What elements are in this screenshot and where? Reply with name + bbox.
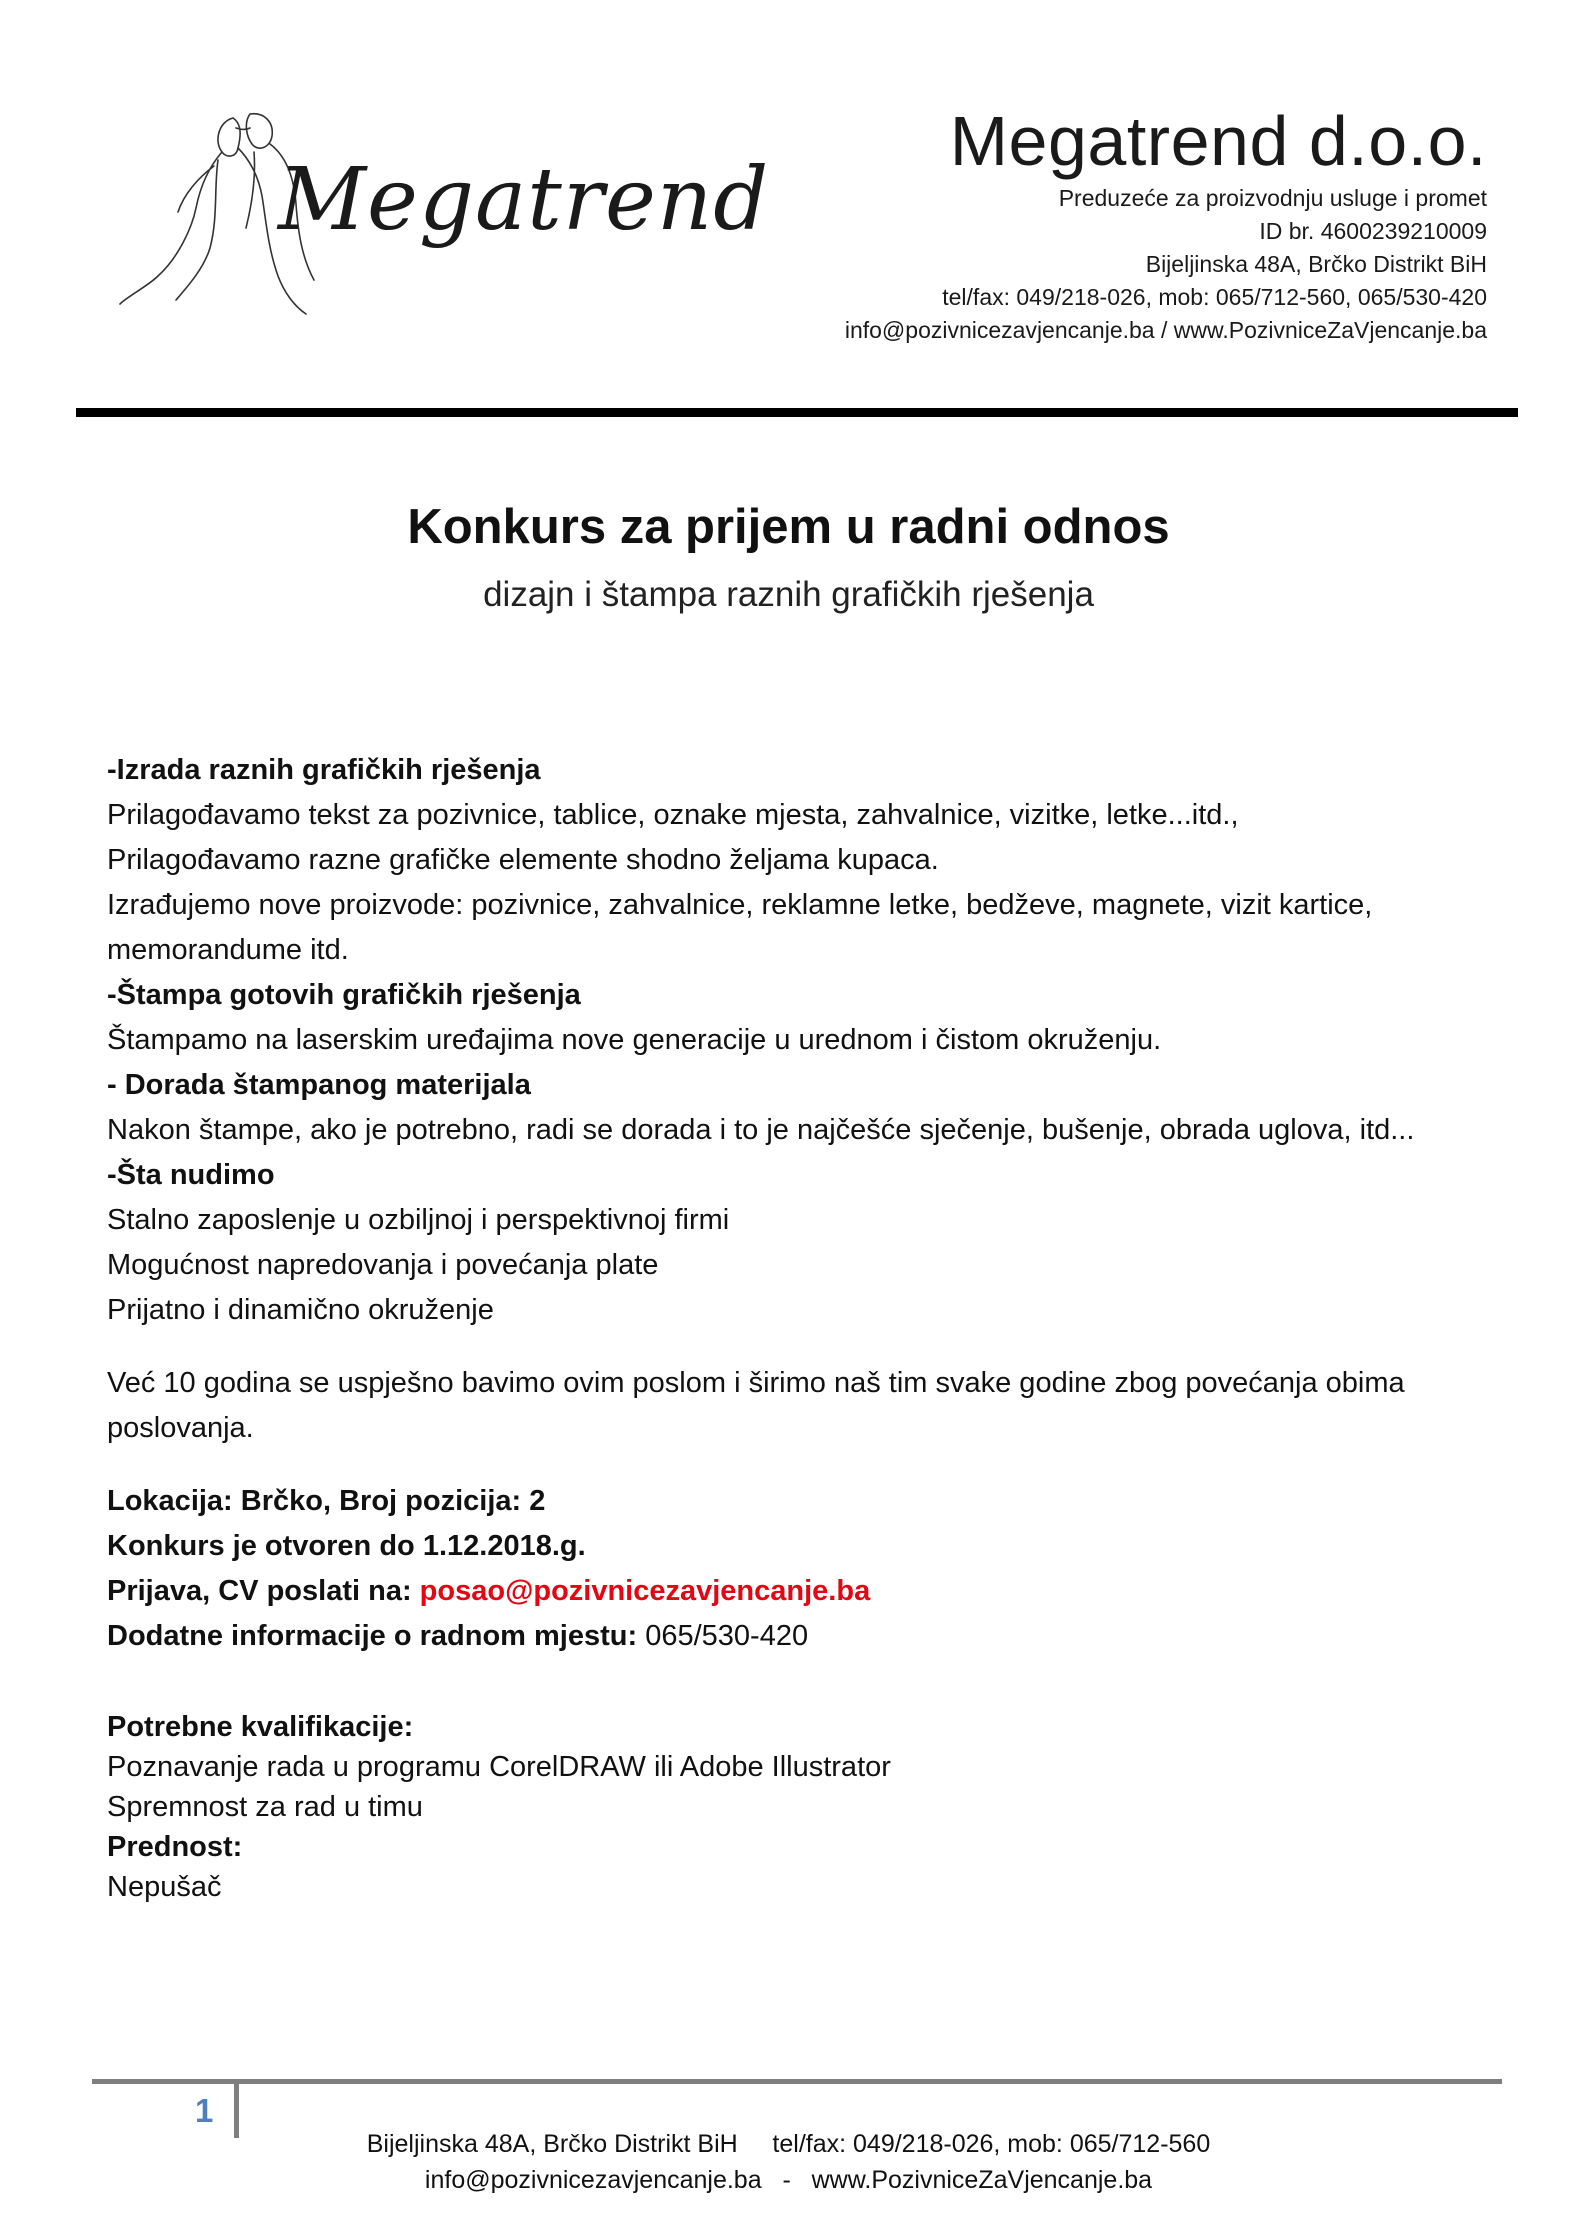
info-phone: 065/530-420: [645, 1620, 809, 1652]
section-line: memorandume itd.: [107, 934, 349, 966]
section-line: Prilagođavamo razne grafičke elemente shodno željama kupaca.: [107, 844, 939, 876]
section-line: Izrađujemo nove proizvode: pozivnice, zahvalnice, reklamne letke, bedževe, magnete, vizit kartice,: [107, 889, 1373, 921]
section-heading: -Izrada raznih grafičkih rješenja: [107, 754, 541, 786]
footer-divider: [92, 2079, 1502, 2084]
apply-email-link[interactable]: posao@pozivnicezavjencanje.ba: [419, 1575, 871, 1607]
footer-contact: info@pozivnicezavjencanje.ba - www.PozivniceZaVjencanje.ba: [424, 2166, 1153, 2194]
section-line: Prilagođavamo tekst za pozivnice, tablice, oznake mjesta, zahvalnice, vizitke, letke...itd.,: [107, 799, 1239, 831]
company-id: ID br. 4600239210009: [1259, 218, 1487, 244]
apply-line: [107, 1569, 1487, 1614]
company-name: Megatrend d.o.o.: [949, 102, 1487, 180]
info-label: Dodatne informacije o radnom mjestu:: [107, 1620, 638, 1652]
page-number: 1: [195, 2092, 214, 2129]
advantage-item: Nepušač: [107, 1871, 222, 1903]
about-line: poslovanja.: [107, 1412, 254, 1444]
document-subtitle: dizajn i štampa raznih grafičkih rješenja: [483, 575, 1094, 614]
footer-address: Bijeljinska 48A, Brčko Distrikt BiH tel/fax: 049/218-026, mob: 065/712-560: [366, 2130, 1211, 2158]
qualifications-heading: Potrebne kvalifikacije:: [107, 1711, 414, 1743]
advantage-heading: Prednost:: [107, 1831, 243, 1863]
section-line: Prijatno i dinamično okruženje: [107, 1294, 494, 1326]
company-web: info@pozivnicezavjencanje.ba / www.PozivniceZaVjencanje.ba: [844, 317, 1487, 343]
info-line: [107, 1614, 1487, 1659]
header-divider: [76, 408, 1518, 417]
location-line: Lokacija: Brčko, Broj pozicija: 2: [107, 1485, 546, 1517]
about-line: Već 10 godina se uspješno bavimo ovim poslom i širimo naš tim svake godine zbog povećanja obima: [107, 1367, 1405, 1399]
section-line: Nakon štampe, ako je potrebno, radi se dorada i to je najčešće sječenje, bušenje, obrada uglova, itd...: [107, 1114, 1415, 1146]
deadline-line: Konkurs je otvoren do 1.12.2018.g.: [107, 1530, 586, 1562]
section-line: Mogućnost napredovanja i povećanja plate: [107, 1249, 659, 1281]
section-line: Štampamo na laserskim uređajima nove generacije u urednom i čistom okruženju.: [107, 1024, 1162, 1056]
company-phone: tel/fax: 049/218-026, mob: 065/712-560, 065/530-420: [942, 284, 1487, 310]
section-heading: -Šta nudimo: [107, 1159, 275, 1191]
logo-wordmark: Megatrend: [278, 150, 770, 250]
document-title: Konkurs za prijem u radni odnos: [407, 500, 1170, 554]
section-heading: -Štampa gotovih grafičkih rješenja: [107, 979, 581, 1011]
document-body: [107, 748, 1487, 1907]
qualification-item: Poznavanje rada u programu CorelDRAW ili Adobe Illustrator: [107, 1751, 891, 1783]
company-address: Bijeljinska 48A, Brčko Distrikt BiH: [1145, 251, 1487, 277]
company-activity: Preduzeće za proizvodnju usluge i promet: [1058, 185, 1487, 211]
apply-label: Prijava, CV poslati na:: [107, 1575, 412, 1607]
section-line: Stalno zaposlenje u ozbiljnoj i perspektivnoj firmi: [107, 1204, 730, 1236]
company-info: [587, 100, 1487, 347]
section-heading: - Dorada štampanog materijala: [107, 1069, 531, 1101]
qualification-item: Spremnost za rad u timu: [107, 1791, 423, 1823]
